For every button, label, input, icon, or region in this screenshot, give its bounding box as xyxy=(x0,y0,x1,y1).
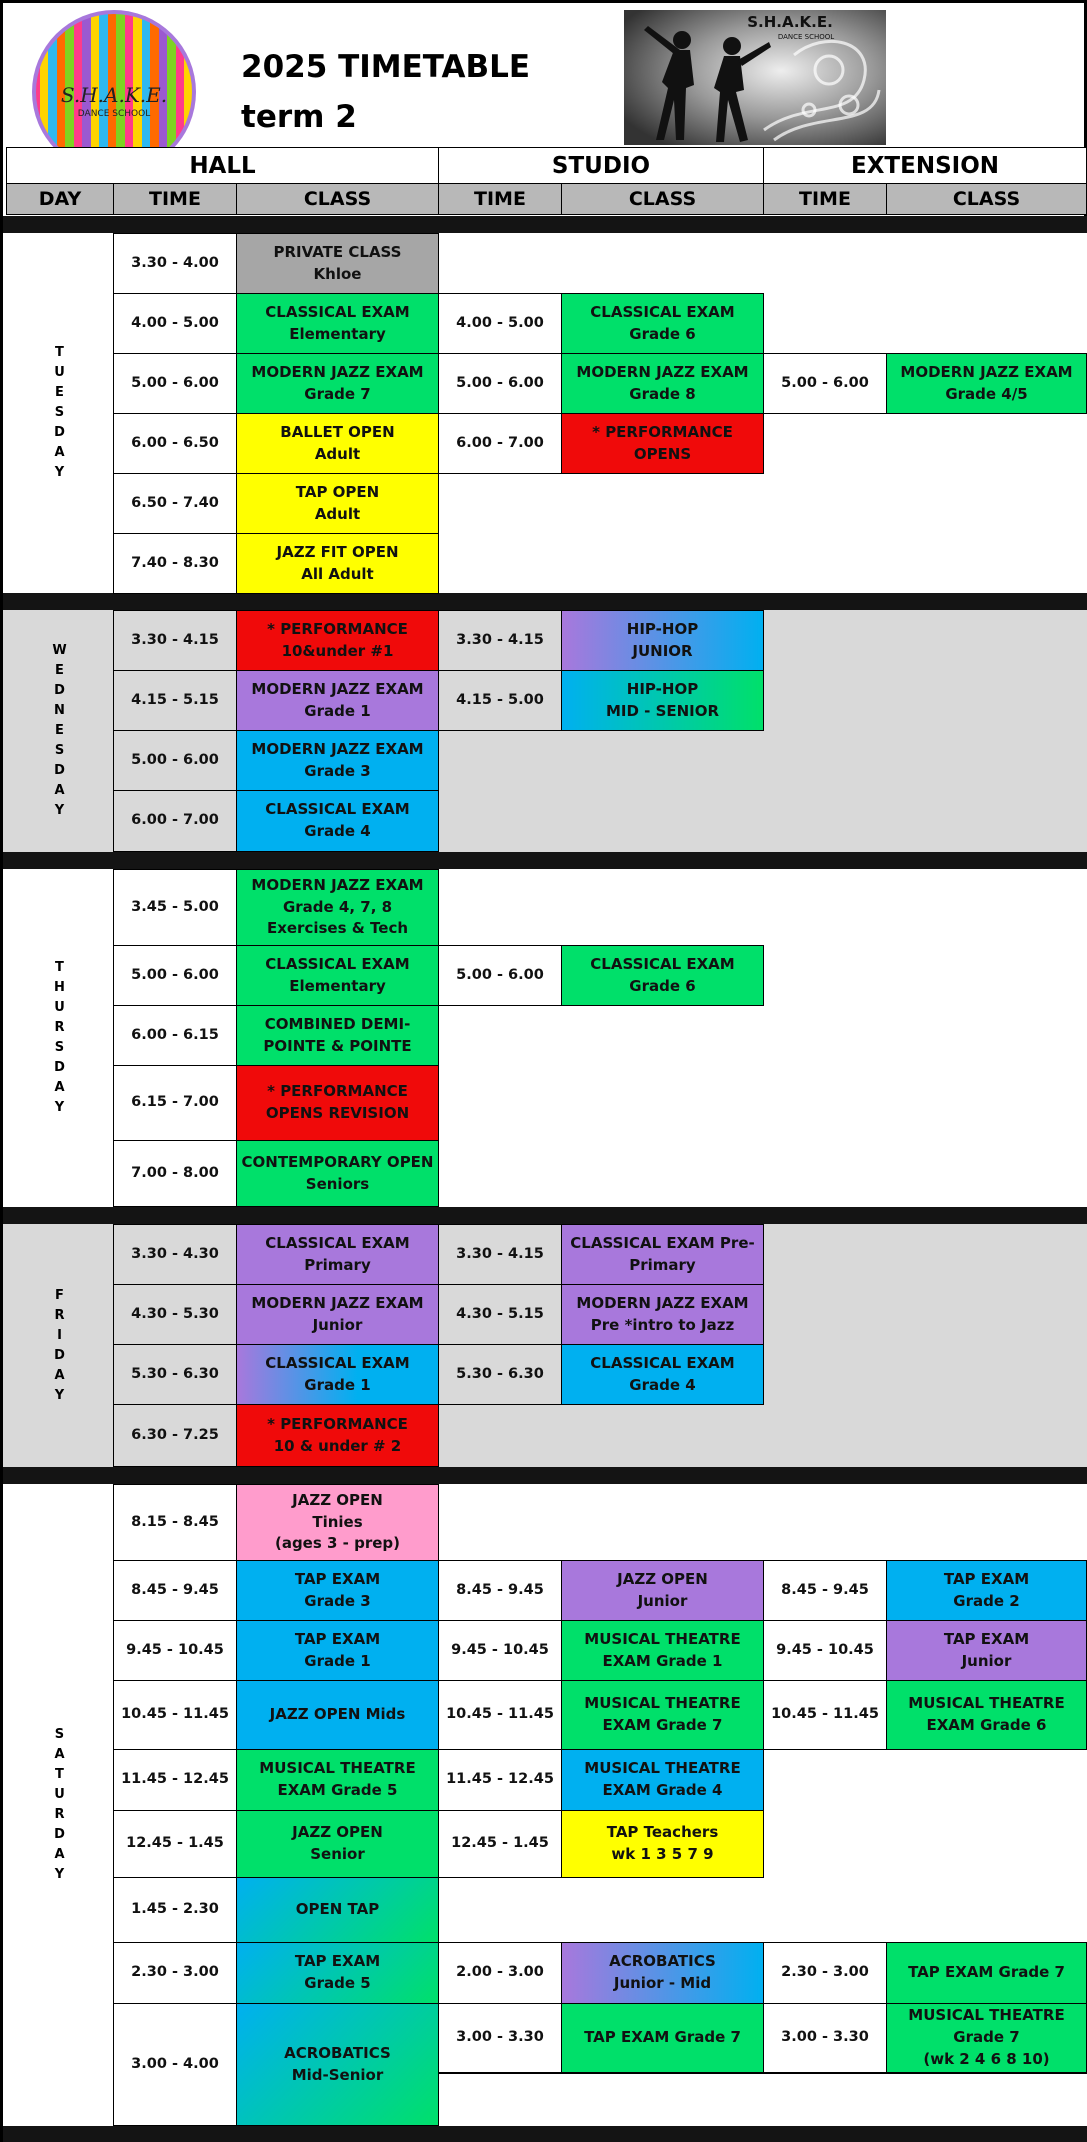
class-name: HIP-HOP JUNIOR xyxy=(561,610,764,671)
col-header-day: DAY xyxy=(6,183,114,215)
class-time: 5.00 - 6.00 xyxy=(438,353,562,414)
col-header-class: CLASS xyxy=(886,183,1087,215)
class-time: 6.00 - 6.50 xyxy=(113,413,237,474)
class-time: 3.45 - 5.00 xyxy=(113,869,237,946)
class-name: TAP EXAM Grade 1 xyxy=(236,1620,439,1681)
class-name: COMBINED DEMI- POINTE & POINTE xyxy=(236,1005,439,1066)
class-time: 3.00 - 3.30 xyxy=(438,2003,562,2073)
class-name: JAZZ OPEN Senior xyxy=(236,1810,439,1878)
room-header-studio: STUDIO xyxy=(438,147,764,184)
logo-wordmark: S.H.A.K.E. xyxy=(60,83,168,107)
room-header-extension: EXTENSION xyxy=(763,147,1087,184)
class-time: 6.15 - 7.00 xyxy=(113,1065,237,1141)
class-time: 3.30 - 4.15 xyxy=(438,1224,562,1285)
class-name: CLASSICAL EXAM Elementary xyxy=(236,293,439,354)
day-label-saturday: S A T U R D A Y xyxy=(6,1484,114,2126)
class-time: 6.00 - 7.00 xyxy=(113,790,237,852)
class-name: TAP EXAM Grade 3 xyxy=(236,1560,439,1621)
day-label-thursday: T H U R S D A Y xyxy=(6,869,114,1207)
class-time: 7.00 - 8.00 xyxy=(113,1140,237,1207)
class-name: CONTEMPORARY OPEN Seniors xyxy=(236,1140,439,1207)
class-time: 6.00 - 6.15 xyxy=(113,1005,237,1066)
class-name: CLASSICAL EXAM Primary xyxy=(236,1224,439,1285)
class-time: 4.15 - 5.15 xyxy=(113,670,237,731)
image-brand-text: S.H.A.K.E. xyxy=(747,13,833,31)
class-time: 5.30 - 6.30 xyxy=(438,1344,562,1405)
class-name: TAP EXAM Grade 5 xyxy=(236,1942,439,2004)
col-header-time: TIME xyxy=(438,183,562,215)
class-time: 5.00 - 6.00 xyxy=(113,353,237,414)
class-name: TAP EXAM Grade 7 xyxy=(561,2003,764,2073)
class-time: 10.45 - 11.45 xyxy=(438,1680,562,1750)
col-header-class: CLASS xyxy=(236,183,439,215)
class-time: 2.00 - 3.00 xyxy=(438,1942,562,2004)
class-name: MODERN JAZZ EXAM Grade 4, 7, 8 Exercises & Tech xyxy=(236,869,439,946)
class-name: MODERN JAZZ EXAM Grade 7 xyxy=(236,353,439,414)
class-name: JAZZ OPEN Mids xyxy=(236,1680,439,1750)
day-label-friday: F R I D A Y xyxy=(6,1224,114,1467)
class-name: MODERN JAZZ EXAM Grade 1 xyxy=(236,670,439,731)
class-time: 4.30 - 5.30 xyxy=(113,1284,237,1345)
class-name: JAZZ FIT OPEN All Adult xyxy=(236,533,439,594)
class-name: * PERFORMANCE 10&under #1 xyxy=(236,610,439,671)
class-name: MUSICAL THEATRE EXAM Grade 1 xyxy=(561,1620,764,1681)
class-time: 3.00 - 3.30 xyxy=(763,2003,887,2073)
page-title: 2025 TIMETABLE xyxy=(241,49,531,85)
class-time: 6.00 - 7.00 xyxy=(438,413,562,474)
class-time: 12.45 - 1.45 xyxy=(438,1810,562,1878)
class-time: 8.15 - 8.45 xyxy=(113,1484,237,1561)
class-name: CLASSICAL EXAM Pre- Primary xyxy=(561,1224,764,1285)
class-name: TAP OPEN Adult xyxy=(236,473,439,534)
class-time: 4.30 - 5.15 xyxy=(438,1284,562,1345)
class-name: * PERFORMANCE OPENS xyxy=(561,413,764,474)
class-name: MUSICAL THEATRE EXAM Grade 7 xyxy=(561,1680,764,1750)
class-time: 9.45 - 10.45 xyxy=(763,1620,887,1681)
class-name: TAP Teachers wk 1 3 5 7 9 xyxy=(561,1810,764,1878)
class-time: 5.00 - 6.00 xyxy=(113,730,237,791)
room-header-hall: HALL xyxy=(6,147,439,184)
class-name: BALLET OPEN Adult xyxy=(236,413,439,474)
col-header-time: TIME xyxy=(763,183,887,215)
class-time: 9.45 - 10.45 xyxy=(113,1620,237,1681)
class-time: 5.00 - 6.00 xyxy=(763,353,887,414)
separator-bar xyxy=(3,2126,1087,2142)
separator-bar xyxy=(3,1207,1087,1224)
class-name: * PERFORMANCE OPENS REVISION xyxy=(236,1065,439,1141)
class-name: PRIVATE CLASS Khloe xyxy=(236,233,439,294)
separator-bar xyxy=(3,593,1087,610)
class-name: TAP EXAM Grade 2 xyxy=(886,1560,1087,1621)
class-time: 2.30 - 3.00 xyxy=(113,1942,237,2004)
class-name: CLASSICAL EXAM Grade 1 xyxy=(236,1344,439,1405)
class-time: 3.30 - 4.15 xyxy=(438,610,562,671)
class-time: 3.30 - 4.30 xyxy=(113,1224,237,1285)
logo-subtitle: DANCE SCHOOL xyxy=(77,109,151,119)
class-name: MODERN JAZZ EXAM Grade 4/5 xyxy=(886,353,1087,414)
separator-bar xyxy=(3,1467,1087,1484)
class-name: MUSICAL THEATRE EXAM Grade 5 xyxy=(236,1749,439,1811)
class-name: MODERN JAZZ EXAM Grade 3 xyxy=(236,730,439,791)
class-name: CLASSICAL EXAM Grade 4 xyxy=(236,790,439,852)
class-name: MODERN JAZZ EXAM Junior xyxy=(236,1284,439,1345)
grid-line xyxy=(438,2072,1087,2074)
image-brand-subtext: DANCE SCHOOL xyxy=(777,33,835,41)
class-time: 3.00 - 4.00 xyxy=(113,2003,237,2126)
class-time: 11.45 - 12.45 xyxy=(438,1749,562,1811)
class-time: 4.00 - 5.00 xyxy=(438,293,562,354)
class-time: 10.45 - 11.45 xyxy=(763,1680,887,1750)
class-name: MUSICAL THEATRE Grade 7 (wk 2 4 6 8 10) xyxy=(886,2003,1087,2073)
class-time: 9.45 - 10.45 xyxy=(438,1620,562,1681)
class-name: MUSICAL THEATRE EXAM Grade 4 xyxy=(561,1749,764,1811)
class-name: OPEN TAP xyxy=(236,1877,439,1943)
class-name: TAP EXAM Grade 7 xyxy=(886,1942,1087,2004)
col-header-class: CLASS xyxy=(561,183,764,215)
class-name: CLASSICAL EXAM Grade 4 xyxy=(561,1344,764,1405)
class-time: 7.40 - 8.30 xyxy=(113,533,237,594)
col-header-time: TIME xyxy=(113,183,237,215)
class-time: 6.30 - 7.25 xyxy=(113,1404,237,1467)
class-time: 5.30 - 6.30 xyxy=(113,1344,237,1405)
class-name: MUSICAL THEATRE EXAM Grade 6 xyxy=(886,1680,1087,1750)
class-time: 12.45 - 1.45 xyxy=(113,1810,237,1878)
class-time: 5.00 - 6.00 xyxy=(113,945,237,1006)
class-time: 3.30 - 4.00 xyxy=(113,233,237,294)
class-name: JAZZ OPEN Tinies (ages 3 - prep) xyxy=(236,1484,439,1561)
class-name: TAP EXAM Junior xyxy=(886,1620,1087,1681)
day-label-tuesday: T U E S D A Y xyxy=(6,233,114,593)
class-name: HIP-HOP MID - SENIOR xyxy=(561,670,764,731)
class-name: * PERFORMANCE 10 & under # 2 xyxy=(236,1404,439,1467)
separator-bar xyxy=(3,216,1087,233)
class-name: CLASSICAL EXAM Grade 6 xyxy=(561,945,764,1006)
class-name: MODERN JAZZ EXAM Pre *intro to Jazz xyxy=(561,1284,764,1345)
class-time: 5.00 - 6.00 xyxy=(438,945,562,1006)
class-time: 8.45 - 9.45 xyxy=(113,1560,237,1621)
class-time: 1.45 - 2.30 xyxy=(113,1877,237,1943)
class-time: 8.45 - 9.45 xyxy=(763,1560,887,1621)
class-name: CLASSICAL EXAM Elementary xyxy=(236,945,439,1006)
class-name: CLASSICAL EXAM Grade 6 xyxy=(561,293,764,354)
class-time: 10.45 - 11.45 xyxy=(113,1680,237,1750)
class-name: ACROBATICS Junior - Mid xyxy=(561,1942,764,2004)
class-time: 4.15 - 5.00 xyxy=(438,670,562,731)
class-time: 2.30 - 3.00 xyxy=(763,1942,887,2004)
class-name: ACROBATICS Mid-Senior xyxy=(236,2003,439,2126)
separator-bar xyxy=(3,852,1087,869)
class-time: 4.00 - 5.00 xyxy=(113,293,237,354)
class-time: 6.50 - 7.40 xyxy=(113,473,237,534)
class-name: JAZZ OPEN Junior xyxy=(561,1560,764,1621)
class-time: 8.45 - 9.45 xyxy=(438,1560,562,1621)
class-time: 11.45 - 12.45 xyxy=(113,1749,237,1811)
class-time: 3.30 - 4.15 xyxy=(113,610,237,671)
dancers-image xyxy=(624,10,886,145)
class-name: MODERN JAZZ EXAM Grade 8 xyxy=(561,353,764,414)
page-subtitle: term 2 xyxy=(241,99,357,135)
day-label-wednesday: W E D N E S D A Y xyxy=(6,610,114,852)
